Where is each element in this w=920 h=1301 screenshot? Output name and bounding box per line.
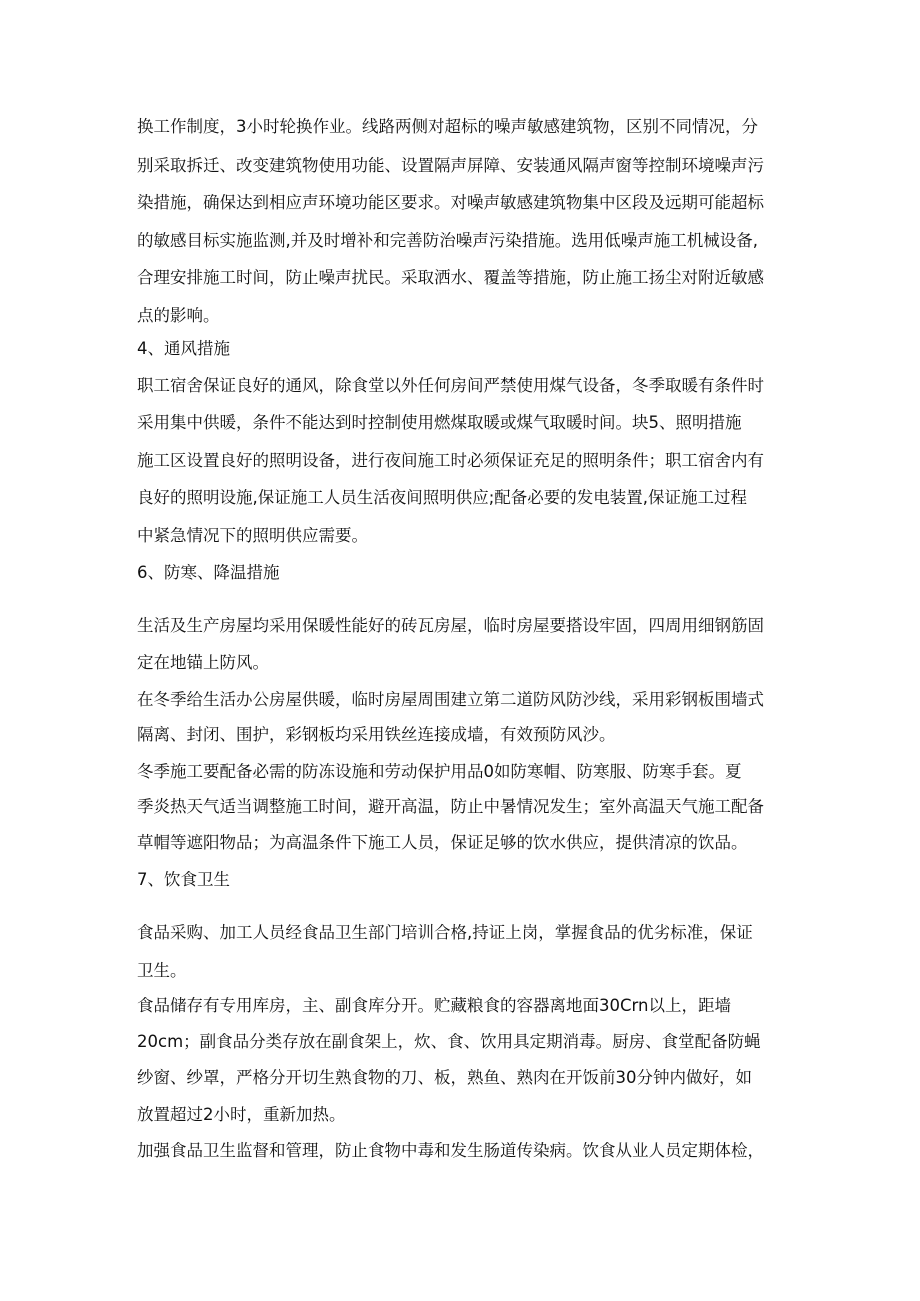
paragraph-line: 点的影响。: [137, 306, 220, 325]
paragraph-line: 采用集中供暖，条件不能达到时控制使用燃煤取暖或煤气取暖时间。块5、照明措施: [137, 413, 742, 432]
section-heading-ventilation: 4、通风措施: [137, 339, 230, 358]
paragraph-line: 施工区设置良好的照明设备，进行夜间施工时必须保证充足的照明条件；职工宿舍内有: [137, 451, 764, 470]
paragraph-line: 换工作制度，3小时轮换作业。线路两侧对超标的噪声敏感建筑物，区别不同情况，分: [137, 117, 758, 136]
paragraph-line: 合理安排施工时间，防止噪声扰民。采取洒水、覆盖等措施，防止施工扬尘对附近敏感: [137, 268, 764, 287]
paragraph-line: 卫生。: [137, 961, 187, 980]
paragraph-line: 放置超过2小时，重新加热。: [137, 1105, 346, 1124]
paragraph-line: 的敏感目标实施监测,并及时增补和完善防治噪声污染措施。选用低噪声施工机械设备,: [137, 231, 758, 250]
paragraph-line: 良好的照明设施,保证施工人员生活夜间照明供应;配备必要的发电装置,保证施工过程: [137, 488, 748, 507]
paragraph-line: 食品采购、加工人员经食品卫生部门培训合格,持证上岗，掌握食品的优劣标准，保证: [137, 923, 753, 942]
paragraph-line: 生活及生产房屋均采用保暖性能好的砖瓦房屋，临时房屋要搭设牢固，四周用细钢筋固: [137, 616, 764, 635]
paragraph-line: 职工宿舍保证良好的通风，除食堂以外任何房间严禁使用煤气设备，冬季取暖有条件时: [137, 376, 764, 395]
paragraph-line: 季炎热天气适当调整施工时间，避开高温，防止中暑情况发生；室外高温天气施工配备: [137, 797, 764, 816]
paragraph-line: 隔离、封闭、围护，彩钢板均采用铁丝连接成墙，有效预防风沙。: [137, 725, 616, 744]
paragraph-line: 定在地锚上防风。: [137, 653, 269, 672]
paragraph-line: 20cm；副食品分类存放在副食架上，炊、食、饮用具定期消毒。厨房、食堂配备防蝇: [137, 1032, 761, 1051]
paragraph-line: 染措施，确保达到相应声环境功能区要求。对噪声敏感建筑物集中区段及远期可能超标: [137, 193, 764, 212]
paragraph-line: 纱窗、纱罩，严格分开切生熟食物的刀、板，熟鱼、熟肉在开饭前30分钟内做好，如: [137, 1068, 752, 1087]
paragraph-line: 冬季施工要配备必需的防冻设施和劳动保护用品0如防寒帽、防寒服、防寒手套。夏: [137, 762, 742, 781]
paragraph-line: 食品储存有专用库房，主、副食库分开。贮藏粮食的容器离地面30Crn以上，距墙: [137, 996, 731, 1015]
section-heading-food-hygiene: 7、饮食卫生: [137, 870, 230, 889]
paragraph-line: 在冬季给生活办公房屋供暖，临时房屋周围建立第二道防风防沙线，采用彩钢板围墙式: [137, 690, 764, 709]
section-heading-cold-heat: 6、防寒、降温措施: [137, 563, 280, 582]
paragraph-line: 别采取拆迁、改变建筑物使用功能、设置隔声屏障、安装通风隔声窗等控制环境噪声污: [137, 156, 764, 175]
paragraph-line: 加强食品卫生监督和管理，防止食物中毒和发生肠道传染病。饮食从业人员定期体检，: [137, 1141, 764, 1160]
paragraph-line: 中紧急情况下的照明供应需要。: [137, 526, 368, 545]
paragraph-line: 草帽等遮阳物品；为高温条件下施工人员，保证足够的饮水供应，提供清凉的饮品。: [137, 833, 748, 852]
